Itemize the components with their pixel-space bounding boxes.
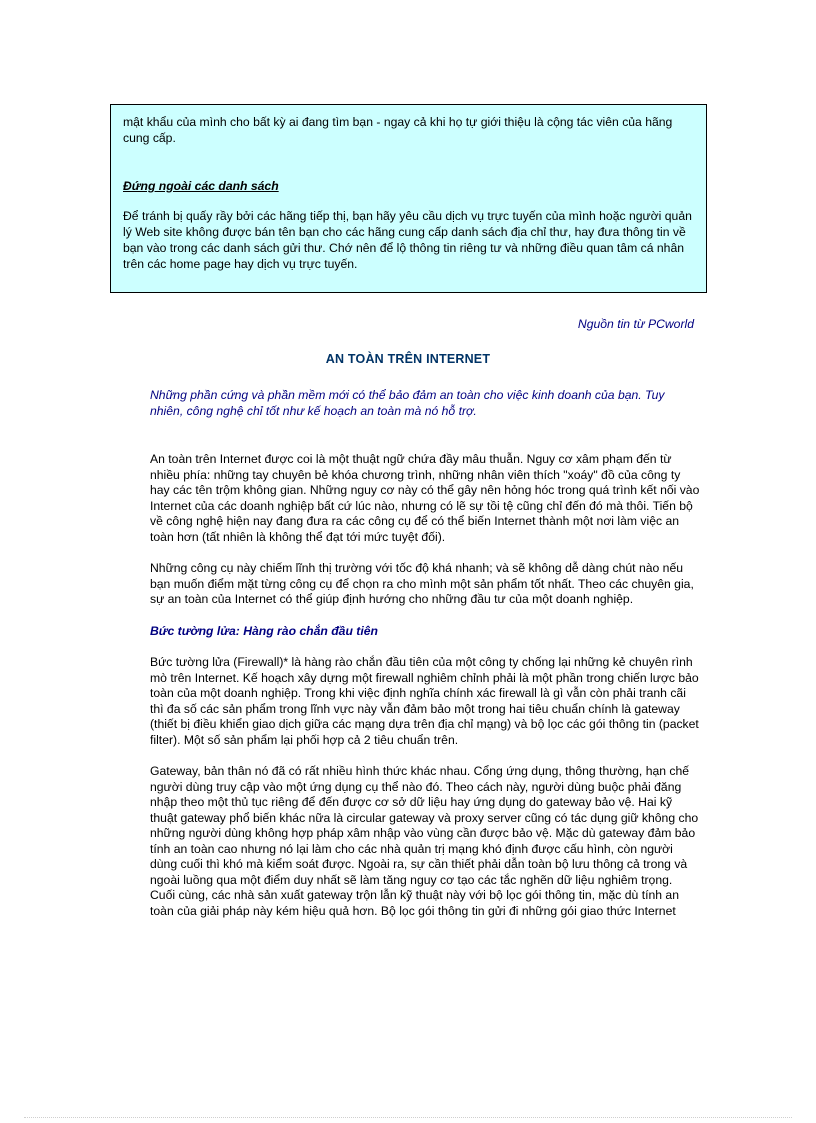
body-paragraph: Gateway, bản thân nó đã có rất nhiều hình thức khác nhau. Cổng ứng dụng, thông thường, hạn chế người dùng truy cập vào một ứng dụng cụ thể nào đó. Theo cách này, người dùng buộc phải đăng nhập theo một thủ tục riêng để đến được cơ sở dữ liệu hay ứng dụng do gateway bảo vệ. Hai kỹ thuật gateway phổ biến khác nữa là circular gateway và proxy server cũng có tác dụng giữ không cho những người dùng không hợp pháp xâm nhập vào vùng cần được bảo vệ. Mặc dù gateway đảm bảo tính an toàn cao nhưng nó lại làm cho các nhà quản trị mạng khó định được cấu hình, còn người dùng cuối thì khó mà kiểm soát được. Ngoài ra, sự cần thiết phải dẫn toàn bộ lưu thông cả trong và ngoài luồng qua một điểm duy nhất sẽ làm tăng nguy cơ tạo các tắc nghẽn dữ liệu nghiêm trọng. Cuối cùng, các nhà sản xuất gateway trộn lẫn kỹ thuật này với bộ lọc gói thông tin, mặc dù tính an toàn của giải pháp này kém hiệu quả hơn. Bộ lọc gói thông tin gửi đi những gói giao thức Internet (150, 764, 699, 918)
article-body (150, 388, 700, 919)
box-paragraph: Để tránh bị quấy rầy bởi các hãng tiếp thị, bạn hãy yêu cầu dịch vụ trực tuyến của mình hoặc người quản lý Web site không được bán tên bạn cho các hãng cung cấp danh sách địa chỉ thư, hay đưa thông tin về bạn vào trong các danh sách gửi thư. Chớ nên để lộ thông tin riêng tư và những điều quan tâm cá nhân trên các home page hay dịch vụ trực tuyến. (123, 209, 692, 271)
info-box (110, 104, 707, 293)
page-bottom-divider (24, 1117, 792, 1118)
section-heading: Bức tường lửa: Hàng rào chắn đầu tiên (150, 623, 378, 638)
source-credit: Nguồn tin từ PCworld (577, 317, 694, 331)
body-paragraph: An toàn trên Internet được coi là một thuật ngữ chứa đầy mâu thuẫn. Nguy cơ xâm phạm đến từ nhiều phía: những tay chuyên bẻ khóa chương trình, những nhân viên thích "xoáy" đồ của công ty hay các tên trộm không gian. Những nguy cơ này có thể gây nên hỏng hóc trong quá trình kết nối vào Internet của các doanh nghiệp bất cứ lúc nào, nhưng có lẽ sự tồi tệ cũng chỉ đến đó mà thôi. Tiến bộ về công nghệ hiện nay đang đưa ra các công cụ để có thể biến Internet thành một nơi làm việc an toàn hơn (tất nhiên là không thể đạt tới mức tuyệt đối). (150, 452, 700, 544)
box-heading: Đứng ngoài các danh sách (123, 179, 279, 193)
article-title: AN TOÀN TRÊN INTERNET (325, 352, 491, 366)
box-paragraph: mật khẩu của mình cho bất kỳ ai đang tìm bạn - ngay cả khi họ tự giới thiệu là cộng tác viên của hãng cung cấp. (123, 115, 673, 145)
body-paragraph: Bức tường lửa (Firewall)* là hàng rào chắn đầu tiên của một công ty chống lại những kẻ chuyên rình mò trên Internet. Kế hoạch xây dựng một firewall nghiêm chỉnh phải là một phần trong chiến lược bảo toàn của một doanh nghiệp. Trong khi việc định nghĩa chính xác firewall là gì vẫn còn phải tranh cãi thì đa số các sản phẩm trong lĩnh vực này vẫn đảm bảo một trong hai tiêu chuẩn chính là gateway (thiết bị điều khiển giao dịch giữa các mạng dựa trên địa chỉ mạng) và bộ lọc các gói thông tin (packet filter). Một số sản phẩm lại phối hợp cả 2 tiêu chuẩn trên. (150, 655, 699, 747)
lead-paragraph: Những phần cứng và phần mềm mới có thể bảo đảm an toàn cho việc kinh doanh của bạn. Tuy nhiên, công nghệ chỉ tốt như kế hoạch an toàn mà nó hỗ trợ. (150, 388, 665, 418)
body-paragraph: Những công cụ này chiếm lĩnh thị trường với tốc độ khá nhanh; và sẽ không dễ dàng chút nào nếu bạn muốn điểm mặt từng công cụ để chọn ra cho mình một sản phẩm tốt nhất. Theo các chuyên gia, sự an toàn của Internet có thể giúp định hướng cho những đầu tư của một doanh nghiệp. (150, 561, 694, 606)
